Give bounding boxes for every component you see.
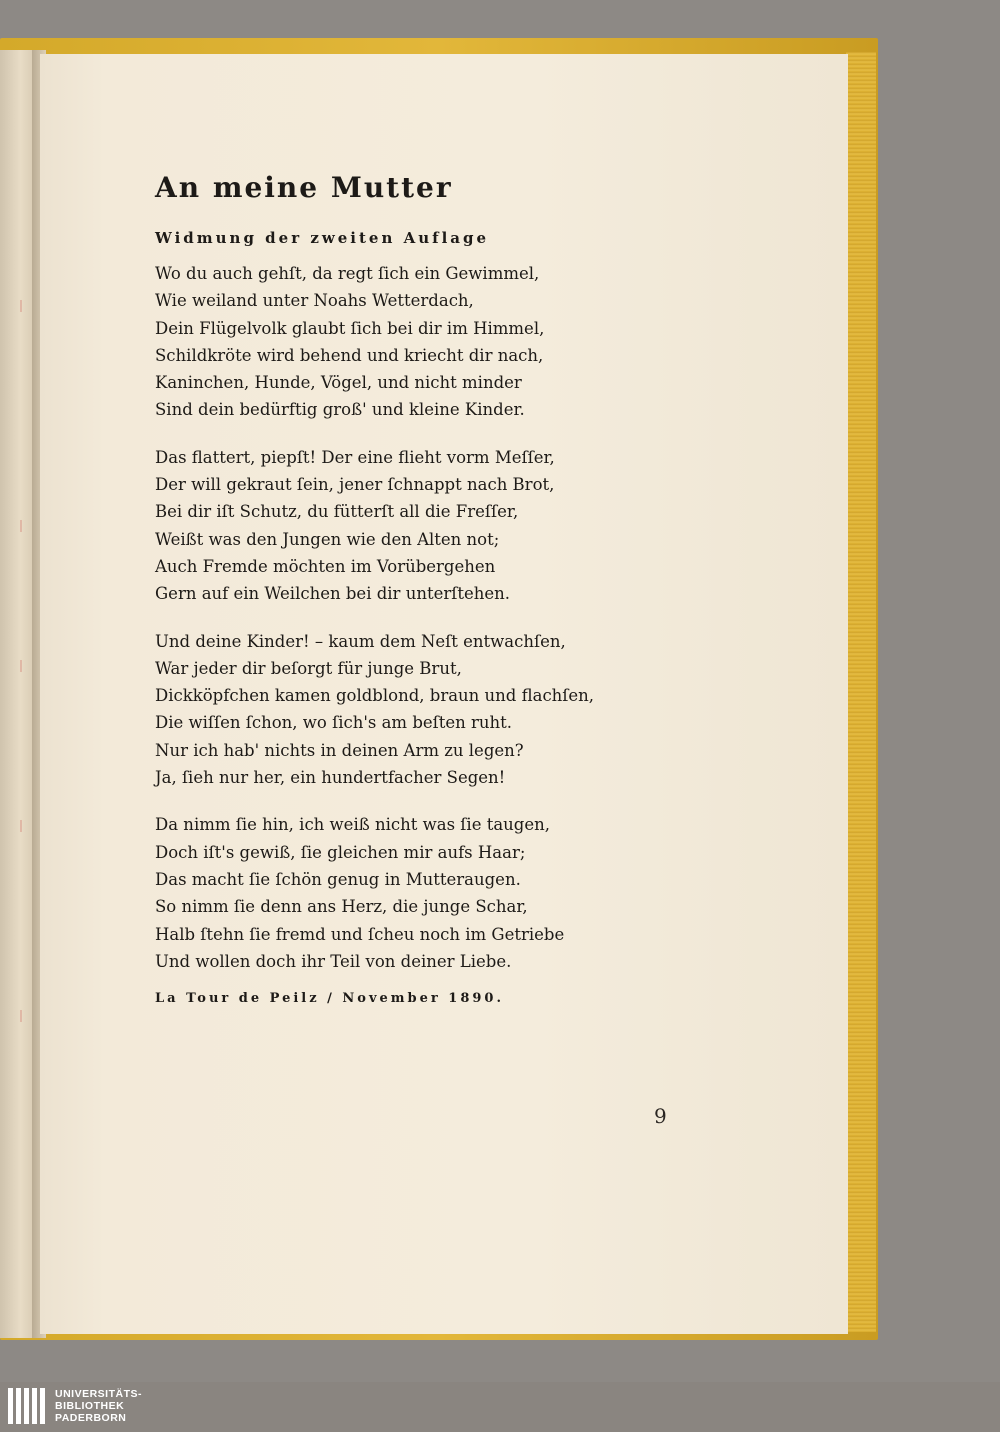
stanza-2 <box>155 444 695 608</box>
stanza-3 <box>155 628 695 792</box>
verse-line: Dickköpfchen kamen goldblond, braun und flachſen, <box>155 686 595 706</box>
verse-line: Auch Fremde möchten im Vorübergehen <box>155 556 496 576</box>
verse-line: Bei dir iſt Schutz, du fütterſt all die Freſſer, <box>155 502 519 522</box>
stanza-1 <box>155 260 695 424</box>
logo-line: PADERBORN <box>55 1412 127 1424</box>
verse-line: Das flattert, piepſt! Der eine flieht vorm Meſſer, <box>155 447 555 467</box>
verse-line: Dein Flügelvolk glaubt ſich bei dir im Himmel, <box>155 318 545 338</box>
verse-line: Halb ſtehn ſie fremd und ſcheu noch im Getriebe <box>155 924 565 944</box>
library-logo-icon <box>8 1388 45 1424</box>
verse-line: Da nimm ſie hin, ich weiß nicht was ſie taugen, <box>155 815 550 835</box>
verse-line: So nimm ſie denn ans Herz, die junge Schar, <box>155 897 528 917</box>
binding-stitch <box>20 300 28 312</box>
verse-line: Und wollen doch ihr Teil von deiner Liebe. <box>155 951 512 971</box>
verse-line: War jeder dir beſorgt für junge Brut, <box>155 658 462 678</box>
verse-line: Das macht ſie ſchön genug in Mutteraugen. <box>155 869 521 889</box>
verse-line: Wie weiland unter Noahs Wetterdach, <box>155 291 474 311</box>
stanza-4 <box>155 811 695 975</box>
poem-signature: La Tour de Peilz / November 1890. <box>155 991 504 1007</box>
verse-line: Doch iſt's gewiß, ſie gleichen mir aufs Haar; <box>155 842 526 862</box>
left-page-edge <box>0 50 34 1338</box>
binding-stitch <box>20 1010 28 1022</box>
verse-line: Sind dein bedürftig groß' und kleine Kinder. <box>155 400 525 420</box>
poem-block <box>155 170 695 1009</box>
poem-subtitle: Widmung der zweiten Auflage <box>155 229 490 247</box>
page-number: 9 <box>654 1104 667 1128</box>
poem-title: An meine Mutter <box>155 171 453 204</box>
verse-line: Der will gekraut ſein, jener ſchnappt nach Brot, <box>155 475 555 495</box>
verse-line: Gern auf ein Weilchen bei dir unterſtehen. <box>155 584 510 604</box>
library-logo <box>8 1388 142 1424</box>
verse-line: Und deine Kinder! – kaum dem Neſt entwachſen, <box>155 631 566 651</box>
binding-stitch <box>20 820 28 832</box>
verse-line: Schildkröte wird behend und kriecht dir nach, <box>155 345 544 365</box>
binding-stitch <box>20 660 28 672</box>
verse-line: Weißt was den Jungen wie den Alten not; <box>155 529 500 549</box>
logo-line: BIBLIOTHEK <box>55 1400 125 1412</box>
library-logo-text <box>55 1388 142 1424</box>
book-cover-edge <box>846 52 876 1332</box>
verse-line: Nur ich hab' nichts in deinen Arm zu legen? <box>155 740 524 760</box>
logo-line: UNIVERSITÄTS- <box>55 1388 143 1400</box>
footer-bar <box>0 1382 1000 1432</box>
verse-line: Ja, ſieh nur her, ein hundertfacher Segen! <box>155 768 506 788</box>
verse-line: Kaninchen, Hunde, Vögel, und nicht minder <box>155 373 522 393</box>
verse-line: Die wiſſen ſchon, wo ſich's am beſten ruht. <box>155 713 513 733</box>
verse-line: Wo du auch gehſt, da regt ſich ein Gewimmel, <box>155 264 540 283</box>
binding-stitch <box>20 520 28 532</box>
